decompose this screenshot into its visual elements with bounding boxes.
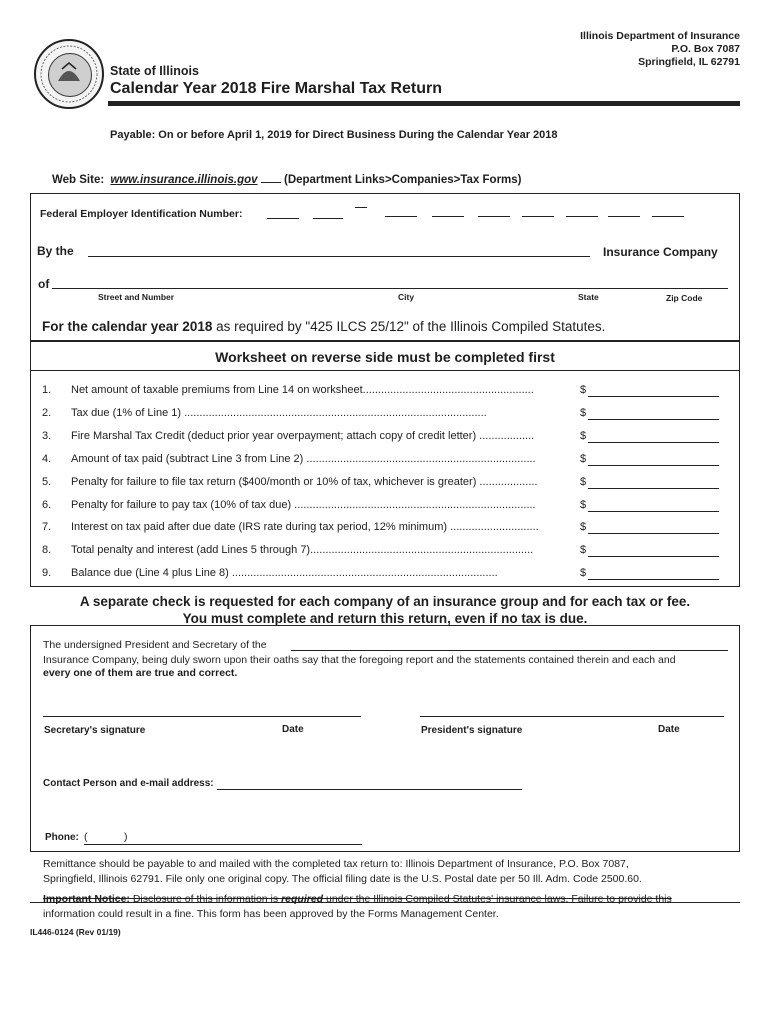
dollar-sign: $ (580, 567, 587, 579)
line-number: 9. (42, 567, 52, 579)
phone-open-paren: ( (84, 831, 88, 843)
dollar-sign: $ (580, 407, 587, 419)
contact-label: Contact Person and e-mail address: (43, 778, 214, 789)
line-number: 6. (42, 499, 52, 511)
line-text: Amount of tax paid (subtract Line 3 from Line 2) ........................................................................... (71, 453, 536, 465)
secretary-signature-field[interactable] (43, 716, 361, 717)
company-address-field[interactable] (52, 288, 728, 289)
fein-digit-7[interactable] (566, 216, 598, 217)
website-link[interactable]: www.insurance.illinois.gov (110, 174, 258, 186)
website-row (52, 174, 522, 186)
line-2-amount[interactable] (588, 407, 719, 420)
contact-field[interactable] (217, 789, 522, 790)
line-text: Interest on tax paid after due date (IRS rate during tax period, 12% minimum) ............................. (71, 521, 539, 533)
president-date-label: Date (658, 724, 680, 735)
notice-line-2: information could result in a fine. This form has been approved by the Forms Management Center. (43, 908, 499, 920)
fein-digit-4[interactable] (432, 216, 464, 217)
remittance-text (43, 857, 642, 887)
line-number: 3. (42, 430, 52, 442)
oath-line-2: Insurance Company, being duly sworn upon their oaths say that the foregoing report and the statements contained therein and each and (43, 654, 676, 666)
president-signature-label: President's signature (421, 725, 523, 736)
website-label: Web Site: (52, 174, 105, 186)
line-5-amount[interactable] (588, 476, 719, 489)
line-number: 8. (42, 544, 52, 556)
illinois-state-seal-icon (34, 39, 104, 109)
department-address (580, 30, 740, 69)
remittance-line-1: Remittance should be payable to and mailed with the completed tax return to: Illinois Department of Insurance, P.O. Box 7087, (43, 858, 629, 870)
line-text: Fire Marshal Tax Credit (deduct prior year overpayment; attach copy of credit letter) .................. (71, 430, 535, 442)
dollar-sign: $ (580, 521, 587, 533)
line-text: Penalty for failure to pay tax (10% of tax due) ............................................................................... (71, 499, 536, 511)
fein-digit-6[interactable] (522, 216, 554, 217)
line-4-amount[interactable] (588, 453, 719, 466)
line-text: Total penalty and interest (add Lines 5 through 7)......................................................................... (71, 544, 534, 556)
line-number: 7. (42, 521, 52, 533)
company-name-oath-field[interactable] (291, 650, 728, 651)
line-8-amount[interactable] (588, 544, 719, 557)
check-notice-line-2: You must complete and return this return, even if no tax is due. (182, 611, 588, 626)
fein-digit-5[interactable] (478, 216, 510, 217)
secretary-signature-label: Secretary's signature (44, 725, 146, 736)
address-line-1: Illinois Department of Insurance (580, 30, 740, 42)
line-1-amount[interactable] (588, 384, 719, 397)
fein-label: Federal Employer Identification Number: (40, 208, 243, 220)
line-7-amount[interactable] (588, 521, 719, 534)
dollar-sign: $ (580, 430, 587, 442)
line-text: Net amount of taxable premiums from Line 14 on worksheet........................................................ (71, 384, 534, 396)
dollar-sign: $ (580, 544, 587, 556)
form-id: IL446-0124 (Rev 01/19) (30, 927, 121, 937)
fein-digit-1[interactable] (267, 218, 299, 219)
oath-line-1: The undersigned President and Secretary of the (43, 639, 267, 651)
by-the-label: By the (37, 244, 74, 258)
address-line-3: Springfield, IL 62791 (638, 56, 740, 68)
notice-text-a: Disclosure of this information is (129, 893, 282, 905)
insurance-company-label: Insurance Company (603, 245, 718, 259)
fein-digit-2[interactable] (313, 218, 343, 219)
fein-digit-3[interactable] (385, 216, 417, 217)
line-6-amount[interactable] (588, 499, 719, 512)
calendar-year-prefix: For the calendar year 2018 (42, 319, 213, 334)
line-3-amount[interactable] (588, 430, 719, 443)
zip-label: Zip Code (666, 293, 703, 303)
street-label: Street and Number (98, 292, 175, 302)
calendar-year-suffix: as required by "425 ILCS 25/12" of the Illinois Compiled Statutes. (212, 319, 606, 334)
remittance-line-2: Springfield, Illinois 62791. File only one original copy. The official filing date is the U.S. Postal date per 50 Ill. Adm. Code 2500.60. (43, 873, 642, 885)
oath-line-3: every one of them are true and correct. (43, 667, 238, 679)
line-number: 2. (42, 407, 52, 419)
phone-close-paren: ) (124, 831, 128, 843)
notice-text-b: under the Illinois Compiled Statutes' insurance laws. Failure to provide this (323, 893, 672, 905)
phone-label: Phone: (45, 832, 79, 843)
page-title: Calendar Year 2018 Fire Marshal Tax Return (110, 80, 443, 97)
fein-digit-8[interactable] (608, 216, 640, 217)
dollar-sign: $ (580, 384, 587, 396)
of-label: of (38, 277, 50, 291)
phone-field[interactable] (84, 844, 362, 845)
fein-digit-9[interactable] (652, 216, 684, 217)
state-name: State of Illinois (110, 64, 199, 78)
secretary-date-label: Date (282, 724, 304, 735)
important-notice-label: Important Notice: (43, 893, 130, 905)
important-notice (43, 893, 672, 905)
website-path: (Department Links>Companies>Tax Forms) (283, 174, 522, 186)
line-9-amount[interactable] (588, 567, 719, 580)
state-label: State (578, 292, 599, 302)
address-line-2: P.O. Box 7087 (671, 43, 740, 55)
president-signature-field[interactable] (420, 716, 724, 717)
check-notice (30, 593, 740, 627)
dollar-sign: $ (580, 453, 587, 465)
line-number: 5. (42, 476, 52, 488)
line-number: 4. (42, 453, 52, 465)
company-name-field[interactable] (88, 256, 590, 257)
check-notice-line-1: A separate check is requested for each company of an insurance group and for each tax or fee. (79, 594, 691, 609)
calendar-year-statement (42, 319, 605, 334)
notice-rule (30, 902, 740, 903)
notice-required: required (281, 893, 324, 905)
city-label: City (398, 292, 415, 302)
line-text: Balance due (Line 4 plus Line 8) ....................................................................................... (71, 567, 498, 579)
notice-rule-top (30, 586, 740, 587)
line-number: 1. (42, 384, 52, 396)
line-text: Penalty for failure to file tax return ($400/month or 10% of tax, whichever is greater) ................... (71, 476, 538, 488)
fein-dash (355, 207, 367, 208)
dollar-sign: $ (580, 499, 587, 511)
title-rule (108, 101, 740, 106)
worksheet-title: Worksheet on reverse side must be completed first (215, 349, 555, 365)
line-text: Tax due (1% of Line 1) ................................................................................................... (71, 407, 487, 419)
dollar-sign: $ (580, 476, 587, 488)
payable-text: Payable: On or before April 1, 2019 for Direct Business During the Calendar Year 2018 (110, 129, 558, 141)
